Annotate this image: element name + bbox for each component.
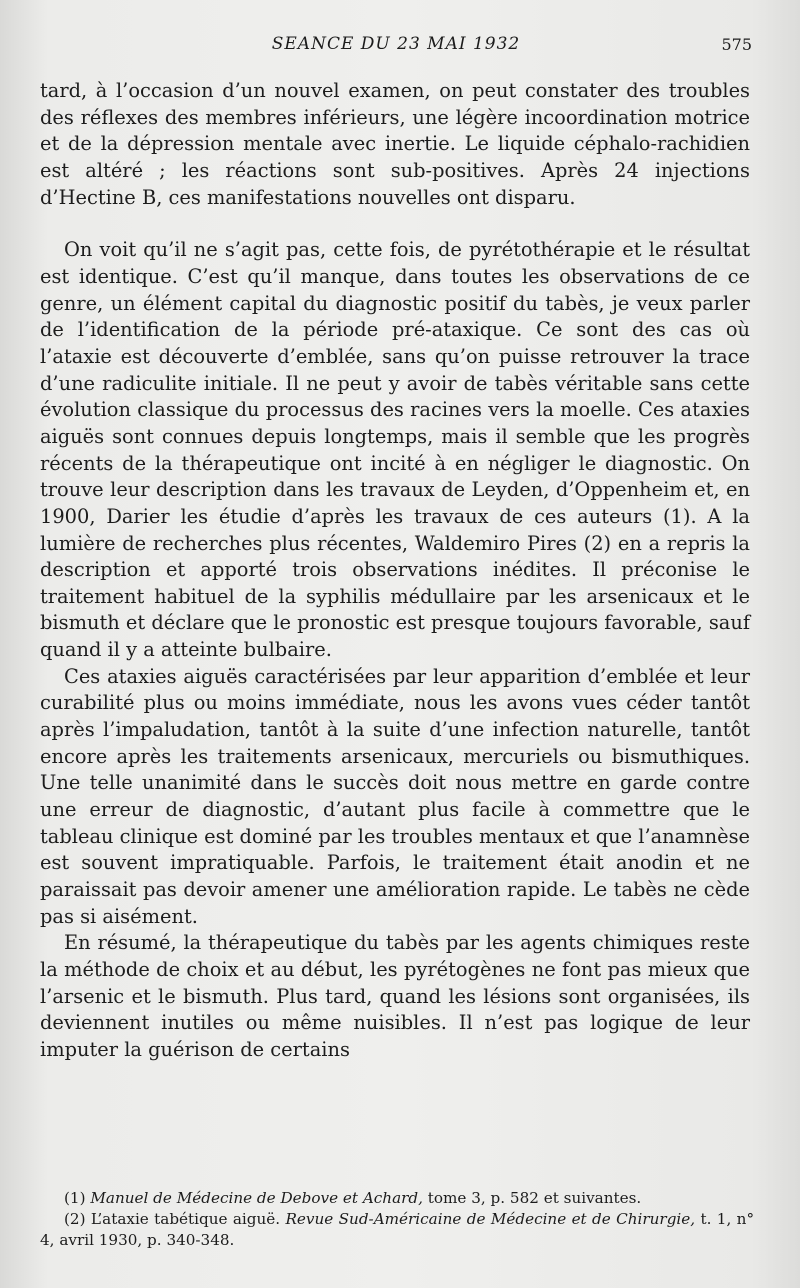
- body-text: [40, 78, 750, 1064]
- footnote-lead: L’ataxie tabétique aiguë.: [90, 1210, 281, 1228]
- footnote-title: Revue Sud-Américaine de Médecine et de Chirurgie,: [285, 1210, 696, 1228]
- footnote-reference: t. 1, n° 4, avril 1930, p. 340-348.: [40, 1210, 755, 1249]
- footnote-title: Manuel de Médecine de Debove et Achard,: [90, 1189, 423, 1207]
- paragraph-acute-ataxias: Ces ataxies aiguës caractérisées par leur apparition d’emblée et leur curabilité plus ou moins immédiate, nous les avons vues céder tantôt après l’impaludation, tantôt à la suite d’une infection naturelle, tantôt encore après les traitements arsenicaux, mercuriels ou bismuthiques. Une telle unanimité dans le succès doit nous mettre en garde contre une erreur de diagnostic, d’autant plus facile à commettre que le tableau clinique est dominé par les troubles mentaux et que l’anamnèse est souvent impratiquable. Parfois, le traitement était anodin et ne paraissait pas devoir amener une amélioration rapide. Le tabès ne cède pas si aisément.: [40, 664, 750, 928]
- page-header: [40, 34, 752, 58]
- footnote-1: [40, 1188, 754, 1209]
- paragraph-summary: En résumé, la thérapeutique du tabès par les agents chimiques reste la méthode de choix et au début, les pyrétogènes ne font pas mieux que l’arsenic et le bismuth. Plus tard, quand les lésions sont organisées, ils deviennent inutiles ou même nuisibles. Il n’est pas logique de leur imputer la guérison de certains: [40, 931, 750, 1061]
- page-number: 575: [721, 35, 752, 54]
- footnote-reference: tome 3, p. 582 et suivantes.: [427, 1189, 642, 1207]
- paragraph-ataxia-diagnosis: On voit qu’il ne s’agit pas, cette fois, de pyrétothérapie et le résultat est identique. C’est qu’il manque, dans toutes les observations de ce genre, un élément capital du diagnostic positif du tabès, je veux parler de l’identification de la période pré-ataxique. Ce sont des cas où l’ataxie est découverte d’emblée, sans qu’on puisse retrouver la trace d’une radiculite initiale. Il ne peut y avoir de tabès véritable sans cette évolution classique du processus des racines vers la moelle. Ces ataxies aiguës sont connues depuis longtemps, mais il semble que les progrès récents de la thérapeutique ont incité à en négliger le diagnostic. On trouve leur description dans les travaux de Leyden, d’Oppenheim et, en 1900, Darier les étudie d’après les travaux de ces auteurs (1). A la lumière de recherches plus récentes, Waldemiro Pires (2) en a repris la description et apporté trois observations inédites. Il préconise le traitement habituel de la syphilis médullaire par les arsenicaux et le bismuth et déclare que le pronostic est presque toujours favorable, sauf quand il y a atteinte bulbaire.: [40, 238, 750, 662]
- paragraph-continuation: tard, à l’occasion d’un nouvel examen, on peut constater des troubles des réflexes des membres inférieurs, une légère incoordination motrice et de la dépression mentale avec inertie. Le liquide céphalo-rachidien est altéré ; les réactions sont sub-positives. Après 24 injections d’Hectine B, ces manifestations nouvelles ont disparu.: [40, 79, 750, 209]
- footnote-2: [40, 1209, 754, 1251]
- footnotes: [40, 1188, 754, 1251]
- footnote-marker: (1): [64, 1189, 86, 1207]
- footnote-marker: (2): [64, 1210, 86, 1228]
- running-head: SEANCE DU 23 MAI 1932: [271, 34, 521, 54]
